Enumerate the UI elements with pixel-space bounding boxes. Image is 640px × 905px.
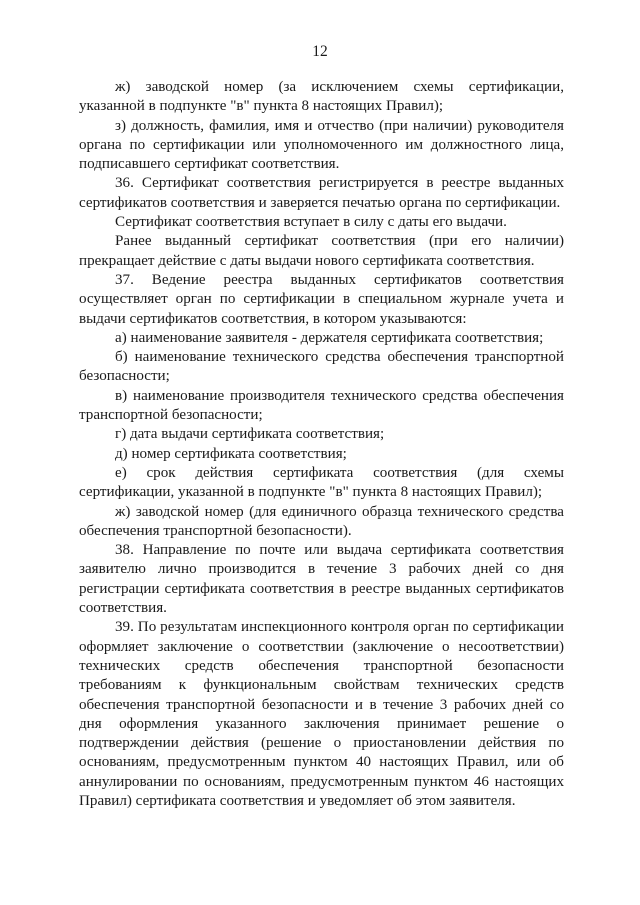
paragraph-item-v: в) наименование производителя технического средства обеспечения транспортной безопасности; — [79, 387, 564, 424]
paragraph-item-zh-unit: ж) заводской номер (для единичного образца технического средства обеспечения транспортной безопасности). — [79, 503, 564, 539]
paragraph-item-g: г) дата выдачи сертификата соответствия; — [115, 426, 385, 443]
paragraph-clause-39: 39. По результатам инспекционного контроля орган по сертификации оформляет заключение о соответствии (заключение о несоответствии) технических средств обеспечения транспортной безопасности требованиям к функциональным свойствам технических средств обеспечения транспортной безопасности и в течение 3 рабочих дней со дня оформления указанного заключения принимает решение о подтверждении действия (решение о приостановлении действия по основаниям, предусмотренным пунктом 40 настоящих Правил, или об аннулировании по основаниям, предусмотренным пунктом 46 настоящих Правил) сертификата соответствия и уведомляет об этом заявителя. — [79, 619, 564, 809]
paragraph-item-a: а) наименование заявителя - держателя сертификата соответствия; — [115, 329, 544, 346]
page-number: 12 — [312, 43, 328, 60]
paragraph-clause-36: 36. Сертификат соответствия регистрируется в реестре выданных сертификатов соответствия и заверяется печатью органа по сертификации. — [79, 175, 564, 211]
paragraph-item-d: д) номер сертификата соответствия; — [115, 445, 347, 462]
paragraph-clause-37: 37. Ведение реестра выданных сертификатов соответствия осуществляет орган по сертификации в специальном журнале учета и выдачи сертификатов соответствия, в котором указываются: — [79, 271, 564, 327]
paragraph-previous-certificate: Ранее выданный сертификат соответствия (при его наличии) прекращает действие с даты выдачи нового сертификата соответствия. — [79, 233, 564, 269]
paragraph-item-z-signatory: з) должность, фамилия, имя и отчество (при наличии) руководителя органа по сертификации или уполномоченного им должностного лица, подписавшего сертификат соответствия. — [79, 117, 564, 173]
paragraph-clause-38: 38. Направление по почте или выдача сертификата соответствия заявителю лично производится в течение 3 рабочих дней со дня регистрации сертификата соответствия в реестре выданных сертификатов соответствия. — [79, 542, 564, 617]
paragraph-item-b: б) наименование технического средства обеспечения транспортной безопасности; — [79, 349, 564, 385]
document-body — [79, 78, 564, 811]
paragraph-effective-date: Сертификат соответствия вступает в силу с даты его выдачи. — [115, 214, 507, 231]
paragraph-item-e: е) срок действия сертификата соответствия (для схемы сертификации, указанной в подпункте "в" пункта 8 настоящих Правил); — [79, 464, 564, 501]
paragraph-item-zh-serial: ж) заводской номер (за исключением схемы сертификации, указанной в подпункте "в" пункта 8 настоящих Правил); — [79, 79, 564, 115]
